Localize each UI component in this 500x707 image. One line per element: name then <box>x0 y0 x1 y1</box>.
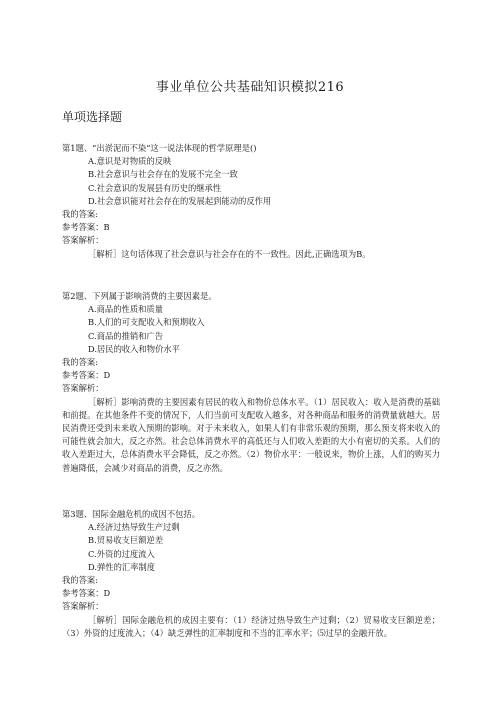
question-stem: 第1题、“出淤泥而不染”这一说法体现的哲学原理是() <box>62 143 257 153</box>
option-d: D.弹性的汇率制度 <box>88 561 156 572</box>
analysis-text: ［解析］影响消费的主要因素有居民的收入和物价总体水平。（1）居民收入：收入是消费的基础和前提。在其他条件不变的情况下，人们当前可支配收入越多，对各种商品和服务的消费量就越大。居民消费还受到未来收入预期的影响。对于未来收入，如果人们有非常乐观的预期，那么预支将来收入的可能性就会加大，反之亦然。社会总体消费水平的高低还与人们收入差距的大小有密切的关系。人们的收入差距过大，总体消费水平会降低，反之亦然。（2）物价水平：一般说来，物价上涨，人们的购买力普遍降低，会减少对商品的消费，反之亦然。 <box>62 396 440 473</box>
analysis-label: 答案解析： <box>62 383 104 394</box>
analysis-text: ［解析］这句话体现了社会意识与社会存在的不一致性。因此,正确选项为B。 <box>88 248 371 259</box>
option-d: D.社会意识能对社会存在的发展起到能动的反作用 <box>88 195 272 206</box>
analysis-label: 答案解析： <box>62 235 104 246</box>
question-stem: 第3题、国际金融危机的成因不包括。 <box>62 509 201 519</box>
question-2 <box>62 290 440 475</box>
option-b: B.社会意识与社会存在的发展不完全一致 <box>88 169 238 180</box>
section-heading: 单项选择题 <box>62 110 123 124</box>
question-1 <box>62 142 440 261</box>
option-a: A.商品的性质和质量 <box>88 304 164 315</box>
question-stem: 第2题、下列属于影响消费的主要因素是。 <box>62 291 217 301</box>
analysis-text: ［解析］国际金融危机的成因主要有：（1）经济过热导致生产过剩；（2）贸易收支巨额逆差；（3）外资的过度流入；（4）缺乏弹性的汇率制度和不当的汇率水平；⑸过早的金融开放。 <box>62 614 440 638</box>
option-b: B.贸易收支巨额逆差 <box>88 535 164 546</box>
reference-answer: 参考答案：D <box>62 588 111 599</box>
option-a: A.意识是对物质的反映 <box>88 156 172 167</box>
option-c: C.社会意识的发展县有历史的继承性 <box>88 182 222 193</box>
my-answer-label: 我的答案: <box>62 357 98 368</box>
my-answer-label: 我的答案: <box>62 209 98 220</box>
reference-answer: 参考答案：B <box>62 222 110 233</box>
option-c: C.外资的过度流入 <box>88 548 155 559</box>
option-a: A.经济过热导致生产过剩 <box>88 522 180 533</box>
option-b: B.人们的可支配收入和预期收入 <box>88 317 205 328</box>
reference-answer: 参考答案：D <box>62 370 111 381</box>
option-d: D.居民的收入和物价水平 <box>88 343 180 354</box>
analysis-label: 答案解析： <box>62 601 104 612</box>
my-answer-label: 我的答案: <box>62 575 98 586</box>
document-title: 事业单位公共基础知识模拟216 <box>155 80 345 95</box>
question-3 <box>62 508 440 640</box>
option-c: C.商品的推销和广告 <box>88 330 164 341</box>
